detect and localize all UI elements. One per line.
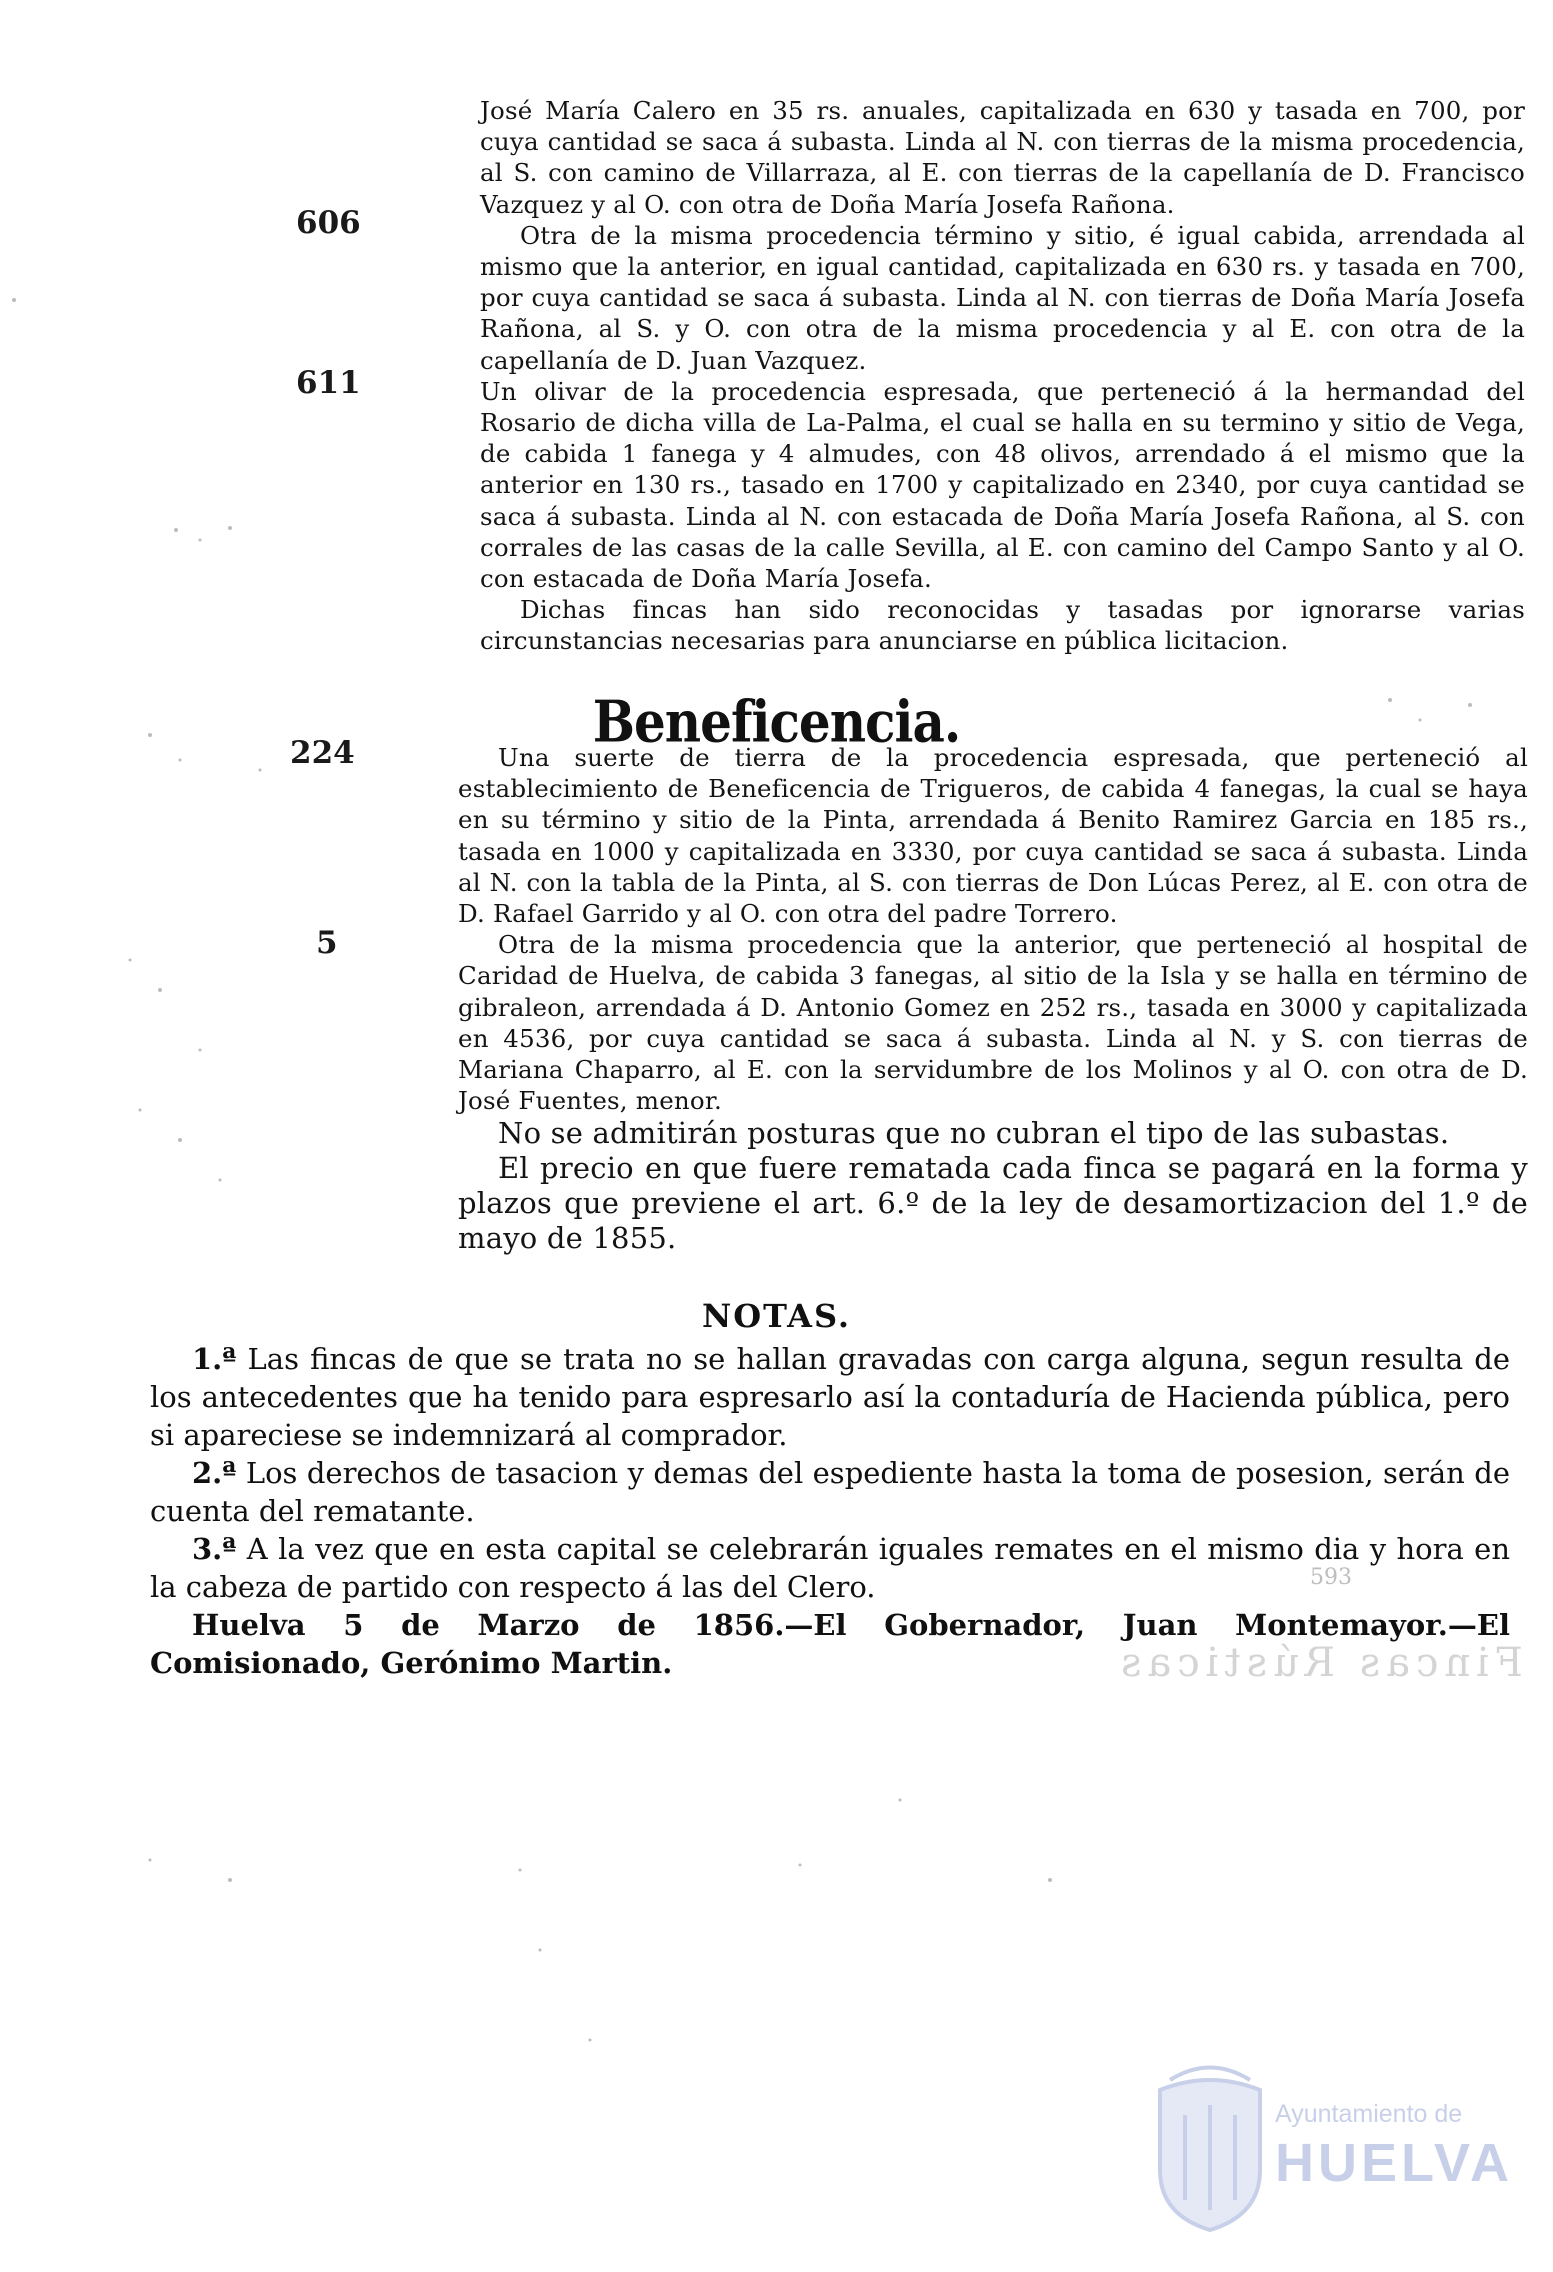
listing-paragraph: José María Calero en 35 rs. anuales, capitalizada en 630 y tasada en 700, por cuya cantidad se saca á subasta. Linda al N. con tierras de la misma procedencia, al S. con camino de Villarraza, al E. con tierras de la capellanía de D. Francisco Vazquez y al O. con otra de Doña María Josefa Rañona.	[480, 96, 1525, 219]
note-number: 2.ª	[192, 1456, 237, 1490]
listing-paragraph: Otra de la misma procedencia término y sitio, é igual cabida, arrendada al mismo que la anterior, en igual cantidad, capitalizada en 630 rs. y tasada en 700, por cuya cantidad se saca á subasta. Linda al N. con tierras de Doña María Josefa Rañona, al S. y O. con otra de la misma procedencia y al E. con otra de la capellanía de D. Juan Vazquez.	[480, 220, 1525, 375]
watermark-line1: Ayuntamiento de	[1275, 2100, 1463, 2128]
note-number: 3.ª	[192, 1532, 237, 1566]
note-text: Las fincas de que se trata no se hallan gravadas con carga alguna, segun resulta de los antecedentes que ha tenido para espresarlo así la contaduría de Hacienda pública, pero si apareciese se indemnizará al comprador.	[150, 1342, 1510, 1452]
note-item	[150, 1340, 1510, 1454]
lot-number: 606	[296, 205, 361, 241]
section-heading-notas: NOTAS.	[701, 1296, 852, 1335]
bleed-page-number: 593	[1310, 1565, 1352, 1590]
listing-paragraph: El precio en que fuere rematada cada finca se pagará en la forma y plazos que previene el art. 6.º de la ley de desamortizacion del 1.º de mayo de 1855.	[458, 1151, 1528, 1256]
listing-paragraph: Una suerte de tierra de la procedencia espresada, que perteneció al establecimiento de Beneficencia de Trigueros, de cabida 4 fanegas, la cual se haya en su término y sitio de la Pinta, arrendada á Benito Ramirez Garcia en 185 rs., tasada en 1000 y capitalizada en 3330, por cuya cantidad se saca á subasta. Linda al N. con la tabla de la Pinta, al S. con tierras de Don Lúcas Perez, al E. con otra de D. Rafael Garrido y al O. con otra del padre Torrero.	[458, 743, 1528, 929]
listing-paragraph: Dichas fincas han sido reconocidas y tasadas por ignorarse varias circunstancias necesarias para anunciarse en pública licitacion.	[480, 595, 1525, 656]
note-text: Los derechos de tasacion y demas del espediente hasta la toma de posesion, serán de cuenta del rematante.	[150, 1456, 1511, 1528]
lot-number: 5	[316, 925, 338, 961]
notes-block	[150, 1340, 1510, 1682]
listing-paragraph: No se admitirán posturas que no cubran el tipo de las subastas.	[498, 1116, 1450, 1151]
watermark-line2: HUELVA	[1275, 2133, 1513, 2193]
signature-line: Huelva 5 de Marzo de 1856.—El Gobernador, Juan Montemayor.—El Comisionado, Gerónimo Martin.	[150, 1608, 1510, 1680]
note-number: 1.ª	[192, 1342, 237, 1376]
note-item	[150, 1530, 1510, 1606]
section-heading-beneficencia: Beneficencia.	[592, 687, 961, 755]
listing-block-beneficencia	[458, 742, 1528, 1256]
listing-paragraph: Otra de la misma procedencia que la anterior, que perteneció al hospital de Caridad de Huelva, de cabida 3 fanegas, al sitio de la Isla y se halla en término de gibraleon, arrendada á D. Antonio Gomez en 252 rs., tasada en 3000 y capitalizada en 4536, por cuya cantidad se saca á subasta. Linda al N. y S. con tierras de Mariana Chaparro, al E. con la servidumbre de los Molinos y al O. con otra de D. José Fuentes, menor.	[458, 930, 1528, 1116]
listing-paragraph: Un olivar de la procedencia espresada, que perteneció á la hermandad del Rosario de dicha villa de La-Palma, el cual se halla en su termino y sitio de Vega, de cabida 1 fanega y 4 almudes, con 48 olivos, arrendado á el mismo que la anterior en 130 rs., tasado en 1700 y capitalizado en 2340, por cuya cantidad se saca á subasta. Linda al N. con estacada de Doña María Josefa Rañona, al S. con corrales de las casas de la calle Sevilla, al E. con camino del Campo Santo y al O. con estacada de Doña María Josefa.	[480, 376, 1525, 594]
listing-block-clergy	[480, 95, 1525, 657]
lot-number: 224	[290, 735, 355, 771]
note-item	[150, 1454, 1510, 1530]
bleed-through-heading: Fincas Rústicas	[1115, 1640, 1523, 1686]
note-text: A la vez que en esta capital se celebrarán iguales remates en el mismo dia y hora en la cabeza de partido con respecto á las del Clero.	[150, 1532, 1511, 1604]
lot-number: 611	[296, 365, 361, 401]
